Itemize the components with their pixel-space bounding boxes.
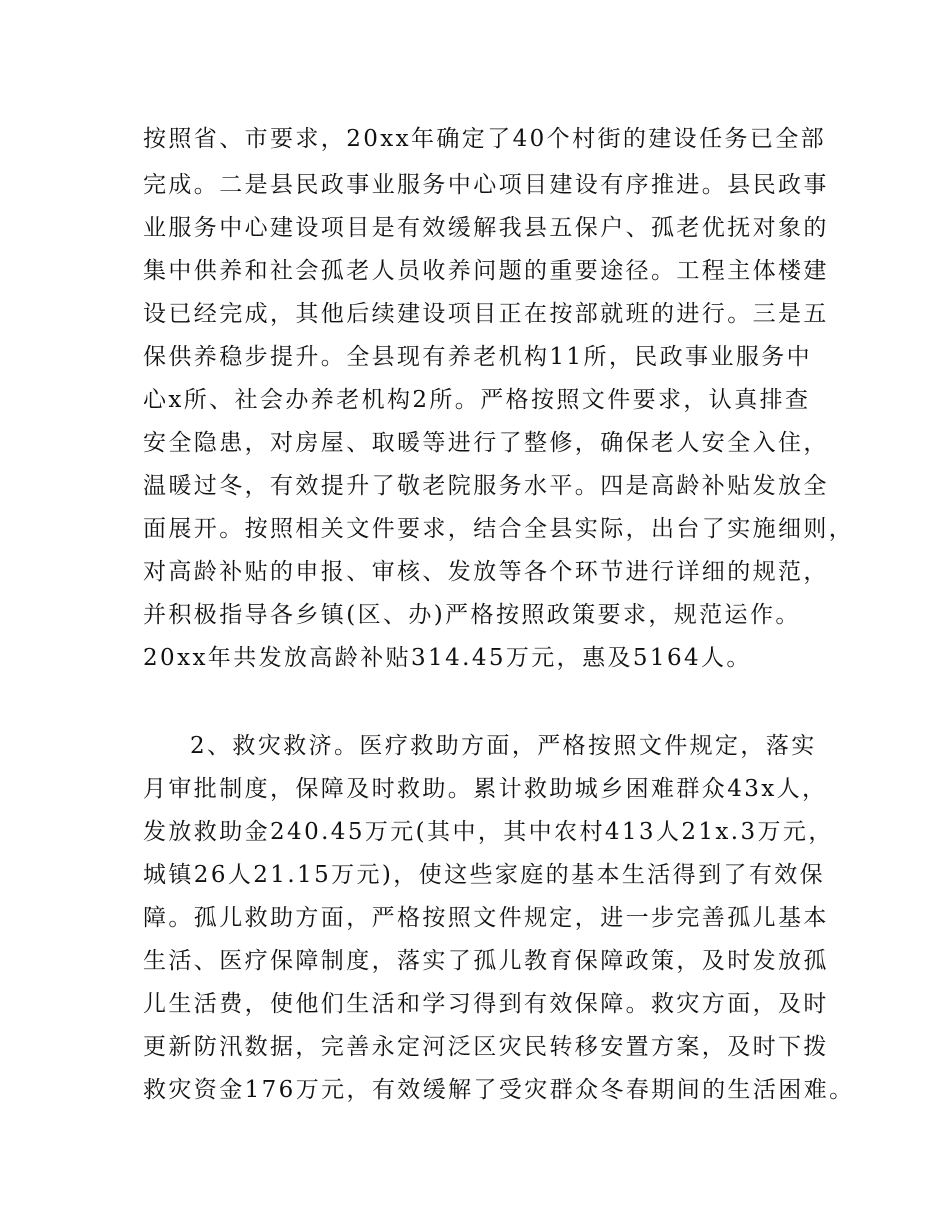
text-line: 障。孤儿救助方面，严格按照文件规定，进一步完善孤儿基本 <box>143 905 829 931</box>
text-line: 保供养稳步提升。全县现有养老机构11所，民政事业服务中 <box>143 344 813 370</box>
text-line: 2、救灾救济。医疗救助方面，严格按照文件规定，落实 <box>190 733 817 759</box>
text-line: 设已经完成，其他后续建设项目正在按部就班的进行。三是五 <box>143 301 829 327</box>
text-line: 业服务中心建设项目是有效缓解我县五保户、孤老优抚对象的 <box>143 215 829 241</box>
text-line: 月审批制度，保障及时救助。累计救助城乡困难群众43x人， <box>143 776 828 802</box>
text-line: 20xx年共发放高龄补贴314.45万元，惠及5164人。 <box>143 645 752 671</box>
text-line: 安全隐患，对房屋、取暖等进行了整修，确保老人安全入住， <box>143 430 829 456</box>
text-line: 生活、医疗保障制度，落实了孤儿教育保障政策，及时发放孤 <box>143 948 829 974</box>
text-line: 并积极指导各乡镇(区、办)严格按照政策要求，规范运作。 <box>143 602 801 628</box>
text-line: 完成。二是县民政事业服务中心项目建设有序推进。县民政事 <box>143 172 829 198</box>
text-line: 城镇26人21.15万元)，使这些家庭的基本生活得到了有效保 <box>143 862 826 888</box>
text-line: 救灾资金176万元，有效缓解了受灾群众冬春期间的生活困难。 <box>143 1077 855 1103</box>
text-line: 温暖过冬，有效提升了敬老院服务水平。四是高龄补贴发放全 <box>143 473 829 499</box>
text-line: 对高龄补贴的申报、审核、发放等各个环节进行详细的规范， <box>143 559 829 585</box>
text-line: 儿生活费，使他们生活和学习得到有效保障。救灾方面，及时 <box>143 991 829 1017</box>
text-line: 集中供养和社会孤老人员收养问题的重要途径。工程主体楼建 <box>143 258 829 284</box>
text-line: 按照省、市要求，20xx年确定了40个村街的建设任务已全部 <box>143 126 827 152</box>
text-line: 面展开。按照相关文件要求，结合全县实际，出台了实施细则， <box>143 516 855 542</box>
text-line: 更新防汛数据，完善永定河泛区灾民转移安置方案，及时下拨 <box>143 1034 829 1060</box>
text-line: 心x所、社会办养老机构2所。严格按照文件要求，认真排查 <box>143 387 811 413</box>
text-line: 发放救助金240.45万元(其中，其中农村413人21x.3万元， <box>143 819 834 845</box>
